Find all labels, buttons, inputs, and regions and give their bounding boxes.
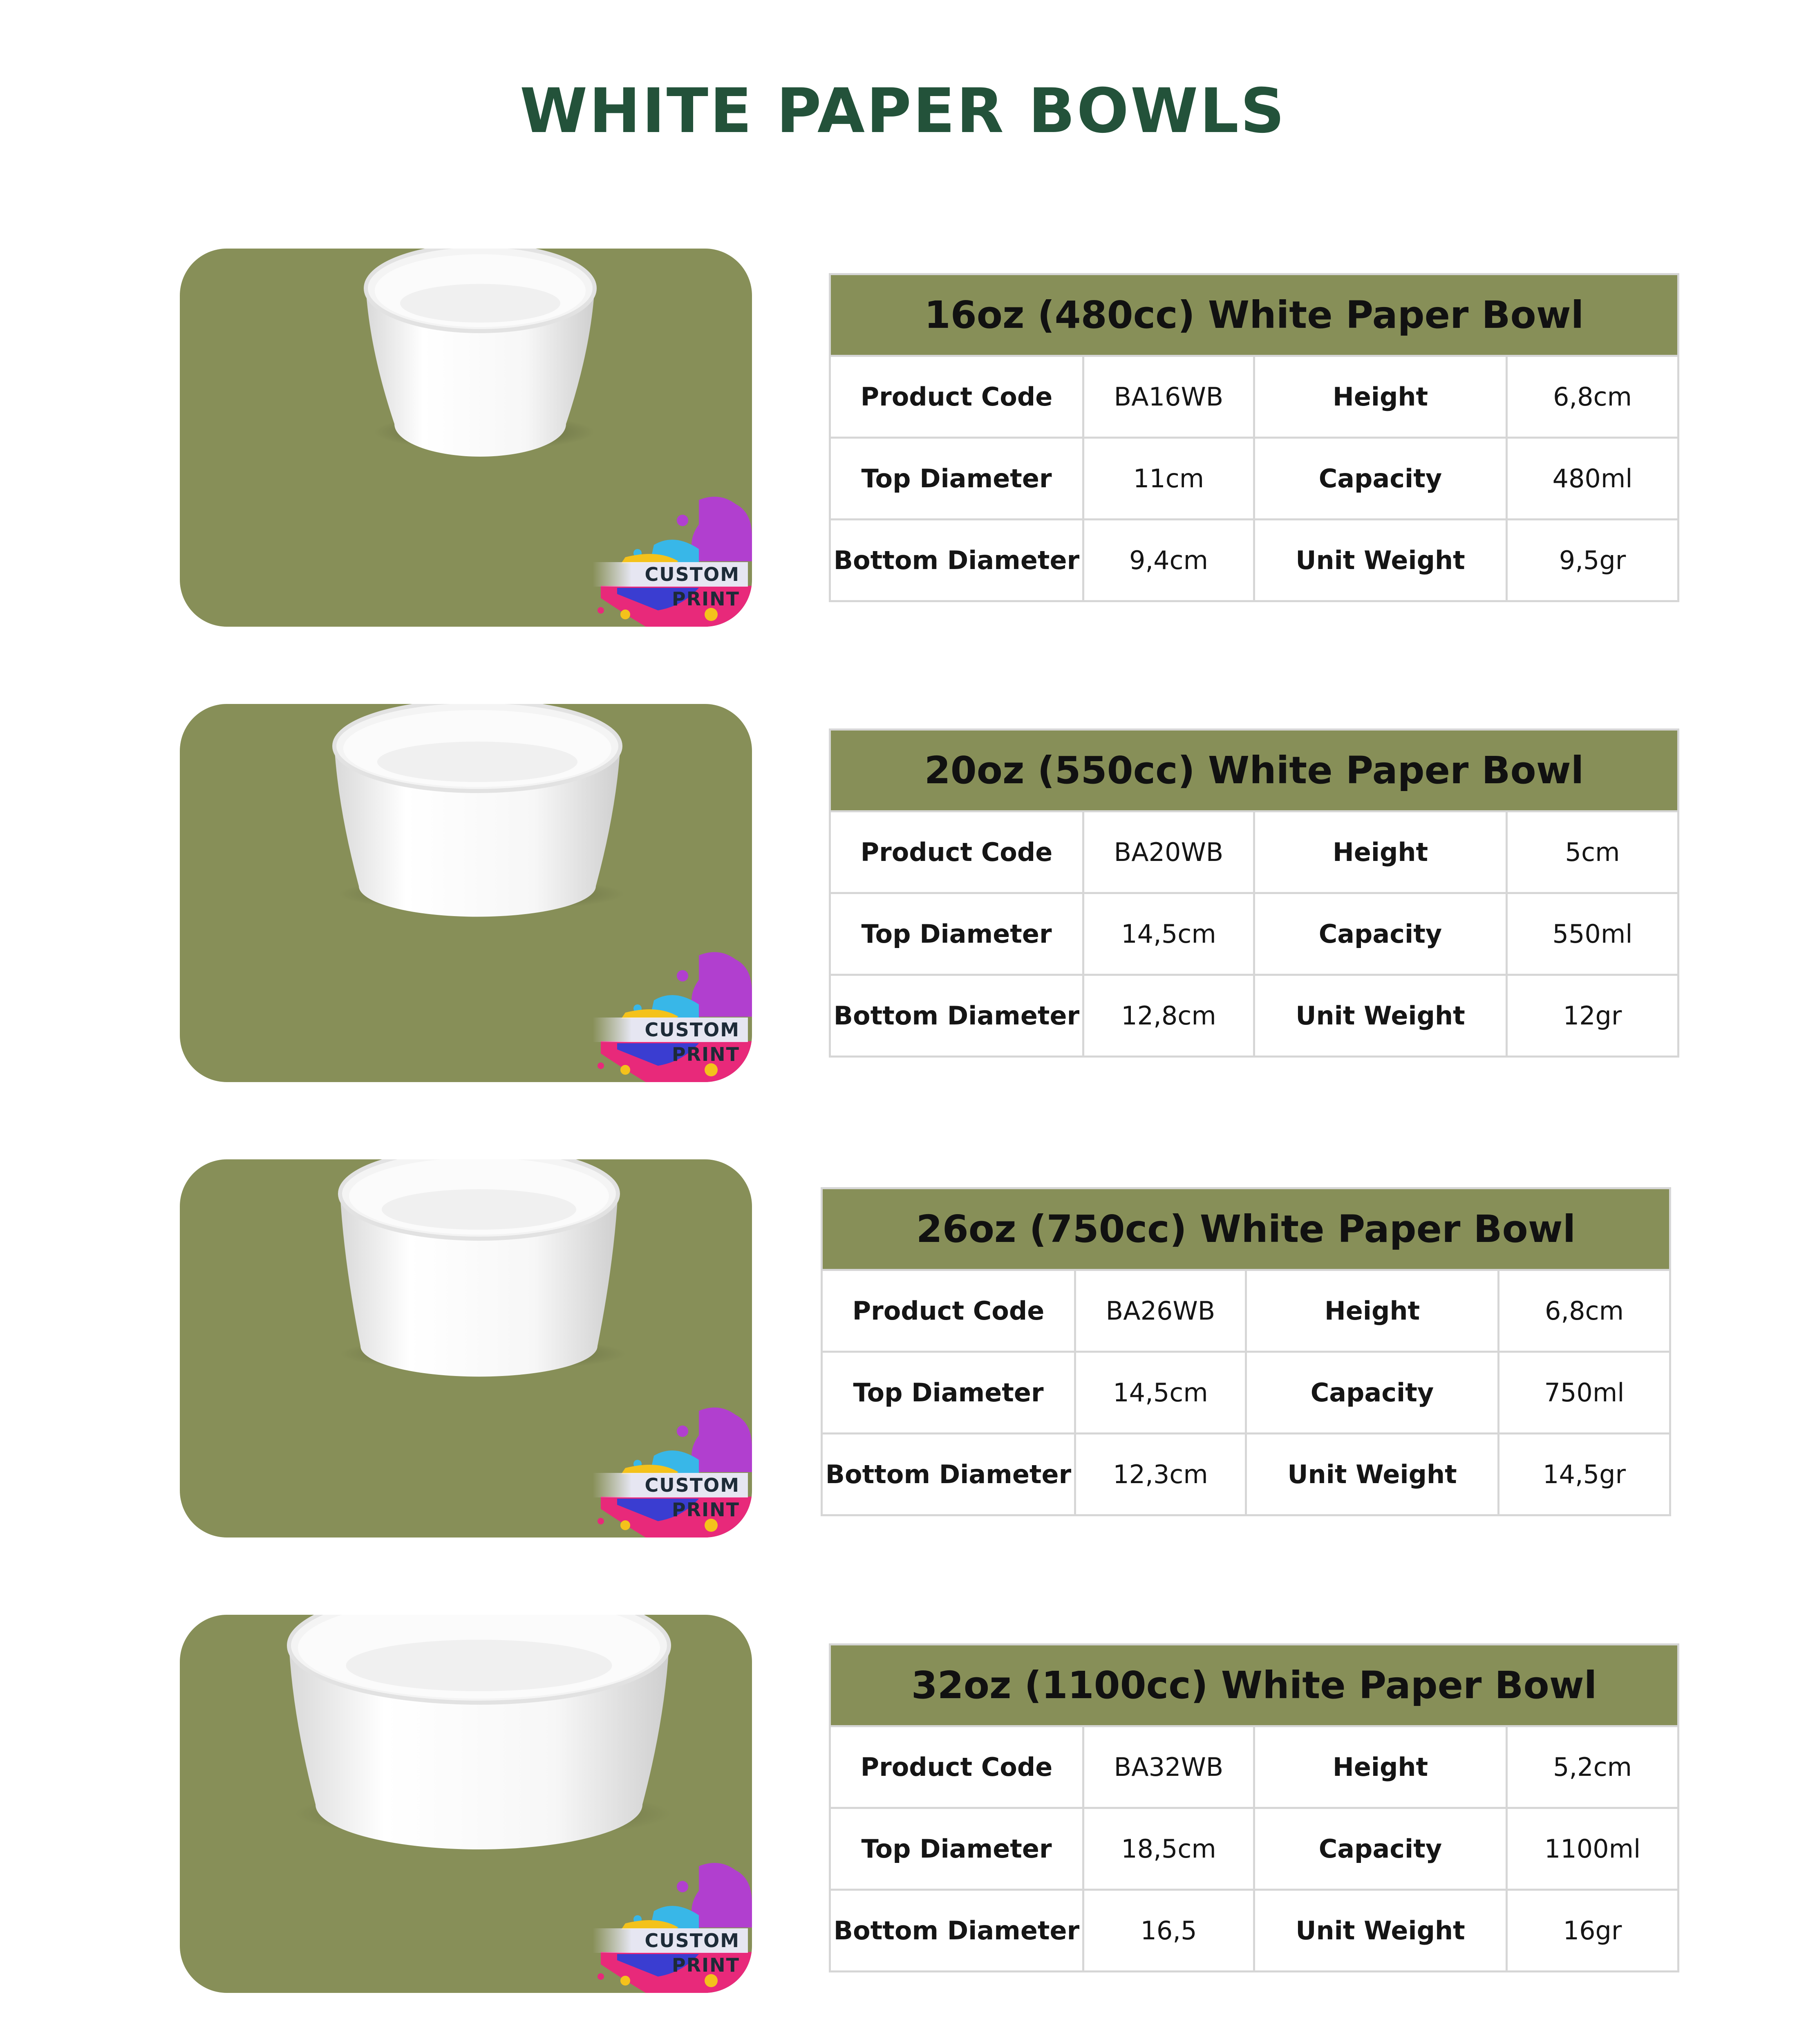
spec-table: [829, 1643, 1679, 1972]
table-row: [830, 1726, 1678, 1808]
table-row: [830, 811, 1678, 893]
table-row: [830, 356, 1678, 438]
unit-weight-value: 9,5gr: [1507, 520, 1678, 601]
product-code-value: BA20WB: [1083, 811, 1254, 893]
capacity-label: Capacity: [1254, 1808, 1507, 1890]
custom-print-badge: [576, 492, 752, 627]
product-name: 32oz (1100cc) White Paper Bowl: [830, 1645, 1678, 1726]
capacity-value: 750ml: [1499, 1352, 1670, 1434]
product-image-card: [180, 249, 752, 627]
product-code-label: Product Code: [830, 356, 1083, 438]
bottom-diameter-label: Bottom Diameter: [830, 1890, 1083, 1972]
capacity-label: Capacity: [1246, 1352, 1499, 1434]
custom-print-label: CUSTOM PRINT: [593, 1473, 748, 1497]
top-diameter-value: 14,5cm: [1083, 893, 1254, 975]
bottom-diameter-value: 16,5: [1083, 1890, 1254, 1972]
bottom-diameter-label: Bottom Diameter: [830, 975, 1083, 1057]
capacity-value: 1100ml: [1507, 1808, 1678, 1890]
custom-print-label: CUSTOM PRINT: [593, 562, 748, 587]
bottom-diameter-value: 12,8cm: [1083, 975, 1254, 1057]
spec-table: [821, 1187, 1671, 1516]
product-name: 20oz (550cc) White Paper Bowl: [830, 730, 1678, 811]
table-row: [822, 1352, 1670, 1434]
top-diameter-value: 18,5cm: [1083, 1808, 1254, 1890]
product-image-card: [180, 704, 752, 1082]
unit-weight-label: Unit Weight: [1254, 520, 1507, 601]
capacity-label: Capacity: [1254, 438, 1507, 520]
height-value: 5cm: [1507, 811, 1678, 893]
capacity-value: 480ml: [1507, 438, 1678, 520]
table-row: [830, 438, 1678, 520]
page-title: WHITE PAPER BOWLS: [519, 76, 1287, 147]
height-label: Height: [1254, 811, 1507, 893]
height-label: Height: [1254, 1726, 1507, 1808]
top-diameter-label: Top Diameter: [830, 893, 1083, 975]
height-label: Height: [1246, 1270, 1499, 1352]
table-row: [830, 1890, 1678, 1972]
top-diameter-label: Top Diameter: [822, 1352, 1075, 1434]
top-diameter-value: 11cm: [1083, 438, 1254, 520]
bottom-diameter-label: Bottom Diameter: [822, 1434, 1075, 1515]
custom-print-badge: [576, 947, 752, 1082]
product-section: [0, 704, 1806, 1084]
unit-weight-label: Unit Weight: [1254, 1890, 1507, 1972]
height-value: 6,8cm: [1499, 1270, 1670, 1352]
unit-weight-value: 14,5gr: [1499, 1434, 1670, 1515]
custom-print-label: CUSTOM PRINT: [593, 1928, 748, 1953]
custom-print-label: CUSTOM PRINT: [593, 1018, 748, 1042]
table-row: [830, 975, 1678, 1057]
table-row: [830, 520, 1678, 601]
product-section: [0, 249, 1806, 629]
table-row: [830, 893, 1678, 975]
capacity-label: Capacity: [1254, 893, 1507, 975]
product-section: [0, 1159, 1806, 1540]
capacity-value: 550ml: [1507, 893, 1678, 975]
spec-table: [829, 728, 1679, 1058]
table-row: [830, 1808, 1678, 1890]
bottom-diameter-value: 12,3cm: [1075, 1434, 1246, 1515]
product-code-label: Product Code: [830, 1726, 1083, 1808]
product-section: [0, 1615, 1806, 1995]
product-code-label: Product Code: [830, 811, 1083, 893]
product-name: 16oz (480cc) White Paper Bowl: [830, 274, 1678, 356]
unit-weight-value: 12gr: [1507, 975, 1678, 1057]
top-diameter-label: Top Diameter: [830, 1808, 1083, 1890]
top-diameter-value: 14,5cm: [1075, 1352, 1246, 1434]
table-row: [822, 1434, 1670, 1515]
custom-print-badge: [576, 1858, 752, 1993]
table-row: [822, 1270, 1670, 1352]
bottom-diameter-label: Bottom Diameter: [830, 520, 1083, 601]
bottom-diameter-value: 9,4cm: [1083, 520, 1254, 601]
custom-print-badge: [576, 1403, 752, 1537]
product-name: 26oz (750cc) White Paper Bowl: [822, 1188, 1670, 1270]
unit-weight-label: Unit Weight: [1254, 975, 1507, 1057]
product-image-card: [180, 1159, 752, 1537]
product-code-value: BA32WB: [1083, 1726, 1254, 1808]
product-code-value: BA26WB: [1075, 1270, 1246, 1352]
height-label: Height: [1254, 356, 1507, 438]
spec-table: [829, 273, 1679, 602]
height-value: 5,2cm: [1507, 1726, 1678, 1808]
height-value: 6,8cm: [1507, 356, 1678, 438]
top-diameter-label: Top Diameter: [830, 438, 1083, 520]
product-code-value: BA16WB: [1083, 356, 1254, 438]
unit-weight-value: 16gr: [1507, 1890, 1678, 1972]
product-image-card: [180, 1615, 752, 1993]
unit-weight-label: Unit Weight: [1246, 1434, 1499, 1515]
product-code-label: Product Code: [822, 1270, 1075, 1352]
